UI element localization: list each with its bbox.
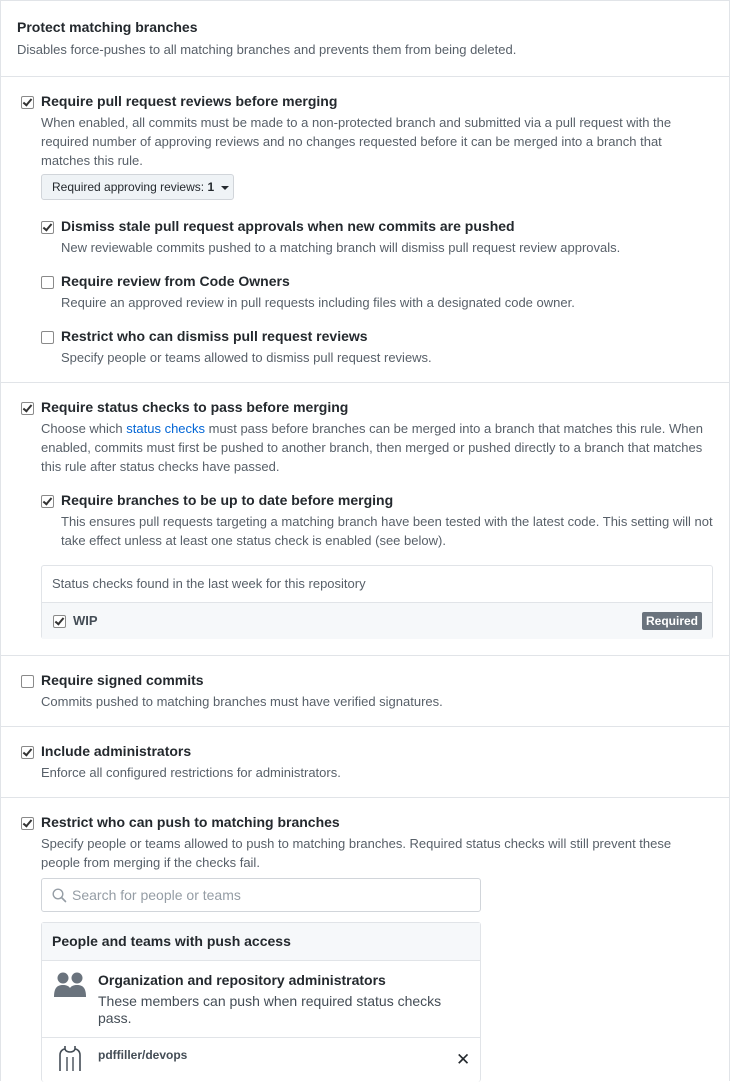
divider	[1, 382, 729, 383]
people-teams-search[interactable]	[41, 878, 481, 912]
required-badge: Required	[642, 612, 702, 630]
search-icon	[52, 888, 67, 903]
restrict-dismiss-desc: Specify people or teams allowed to dismiss pull request reviews.	[61, 350, 432, 365]
push-access-title: People and teams with push access	[52, 933, 291, 949]
dismiss-stale-title: Dismiss stale pull request approvals when new commits are pushed	[61, 218, 515, 234]
require-reviews-desc: When enabled, all commits must be made to a non-protected branch and submitted via a pull request with the required number of approving reviews and no changes requested before it can be merged into a branch that matches this rule.	[41, 115, 672, 168]
signed-commits-desc: Commits pushed to matching branches must have verified signatures.	[41, 694, 443, 709]
divider	[42, 1037, 480, 1038]
search-input[interactable]	[72, 879, 472, 911]
restrict-dismiss-title: Restrict who can dismiss pull request reviews	[61, 328, 368, 344]
org-admins-title: Organization and repository administrators	[98, 972, 386, 988]
divider	[1, 76, 729, 77]
status-checks-header: Status checks found in the last week for this repository	[52, 576, 366, 591]
up-to-date-desc: This ensures pull requests targeting a matching branch have been tested with the latest code. This setting will not take effect unless at least one status check is enabled (see below).	[61, 514, 713, 548]
include-admins-checkbox[interactable]	[21, 746, 34, 759]
up-to-date-checkbox[interactable]	[41, 495, 54, 508]
require-reviews-title: Require pull request reviews before merging	[41, 93, 338, 109]
remove-team-x-icon[interactable]: ✕	[456, 1050, 471, 1069]
org-admins-desc: These members can push when required status checks pass.	[98, 993, 442, 1026]
dismiss-stale-desc: New reviewable commits pushed to a matching branch will dismiss pull request review approvals.	[61, 240, 621, 255]
restrict-dismiss-checkbox[interactable]	[41, 331, 54, 344]
push-access-list	[41, 922, 481, 1082]
restrict-push-checkbox[interactable]	[21, 817, 34, 830]
divider	[1, 655, 729, 656]
protect-title: Protect matching branches	[17, 19, 198, 35]
signed-commits-title: Require signed commits	[41, 672, 204, 688]
status-check-wip-checkbox[interactable]	[53, 615, 66, 628]
divider	[1, 726, 729, 727]
require-status-checks-checkbox[interactable]	[21, 402, 34, 415]
status-desc-pre: Choose which	[41, 421, 123, 436]
require-status-checks-title: Require status checks to pass before merging	[41, 399, 349, 415]
include-admins-desc: Enforce all configured restrictions for administrators.	[41, 765, 341, 780]
up-to-date-title: Require branches to be up to date before merging	[61, 492, 394, 508]
status-checks-list	[41, 565, 713, 639]
team-name: pdffiller/devops	[98, 1048, 188, 1062]
code-owners-desc: Require an approved review in pull requests including files with a designated code owner.	[61, 295, 575, 310]
signed-commits-checkbox[interactable]	[21, 675, 34, 688]
restrict-push-title: Restrict who can push to matching branches	[41, 814, 340, 830]
divider	[1, 797, 729, 798]
status-check-row	[42, 602, 712, 639]
team-icon	[56, 1045, 84, 1071]
require-status-checks-desc	[41, 419, 711, 476]
restrict-push-desc: Specify people or teams allowed to push to matching branches. Required status checks will still prevent these people from merging if the checks fail.	[41, 836, 672, 870]
protect-desc: Disables force-pushes to all matching branches and prevents them from being deleted.	[17, 42, 517, 57]
include-admins-title: Include administrators	[41, 743, 192, 759]
approvals-value: 1	[207, 180, 215, 194]
caret-down-icon	[221, 186, 229, 190]
status-desc-post: must pass before branches can be merged into a branch that matches this rule. When enabled, commits must first be pushed to another branch, then merged or pushed directly to a branch that matches this rule after status checks have passed.	[41, 421, 703, 474]
people-icon	[53, 971, 87, 999]
code-owners-checkbox[interactable]	[41, 276, 54, 289]
push-access-header	[42, 923, 480, 961]
code-owners-title: Require review from Code Owners	[61, 273, 290, 289]
status-check-name: WIP	[73, 613, 98, 628]
dismiss-stale-checkbox[interactable]	[41, 221, 54, 234]
required-approving-reviews-select[interactable]	[41, 174, 234, 200]
approvals-label: Required approving reviews:	[52, 180, 205, 194]
require-reviews-checkbox[interactable]	[21, 96, 34, 109]
status-checks-link[interactable]: status checks	[126, 421, 206, 436]
